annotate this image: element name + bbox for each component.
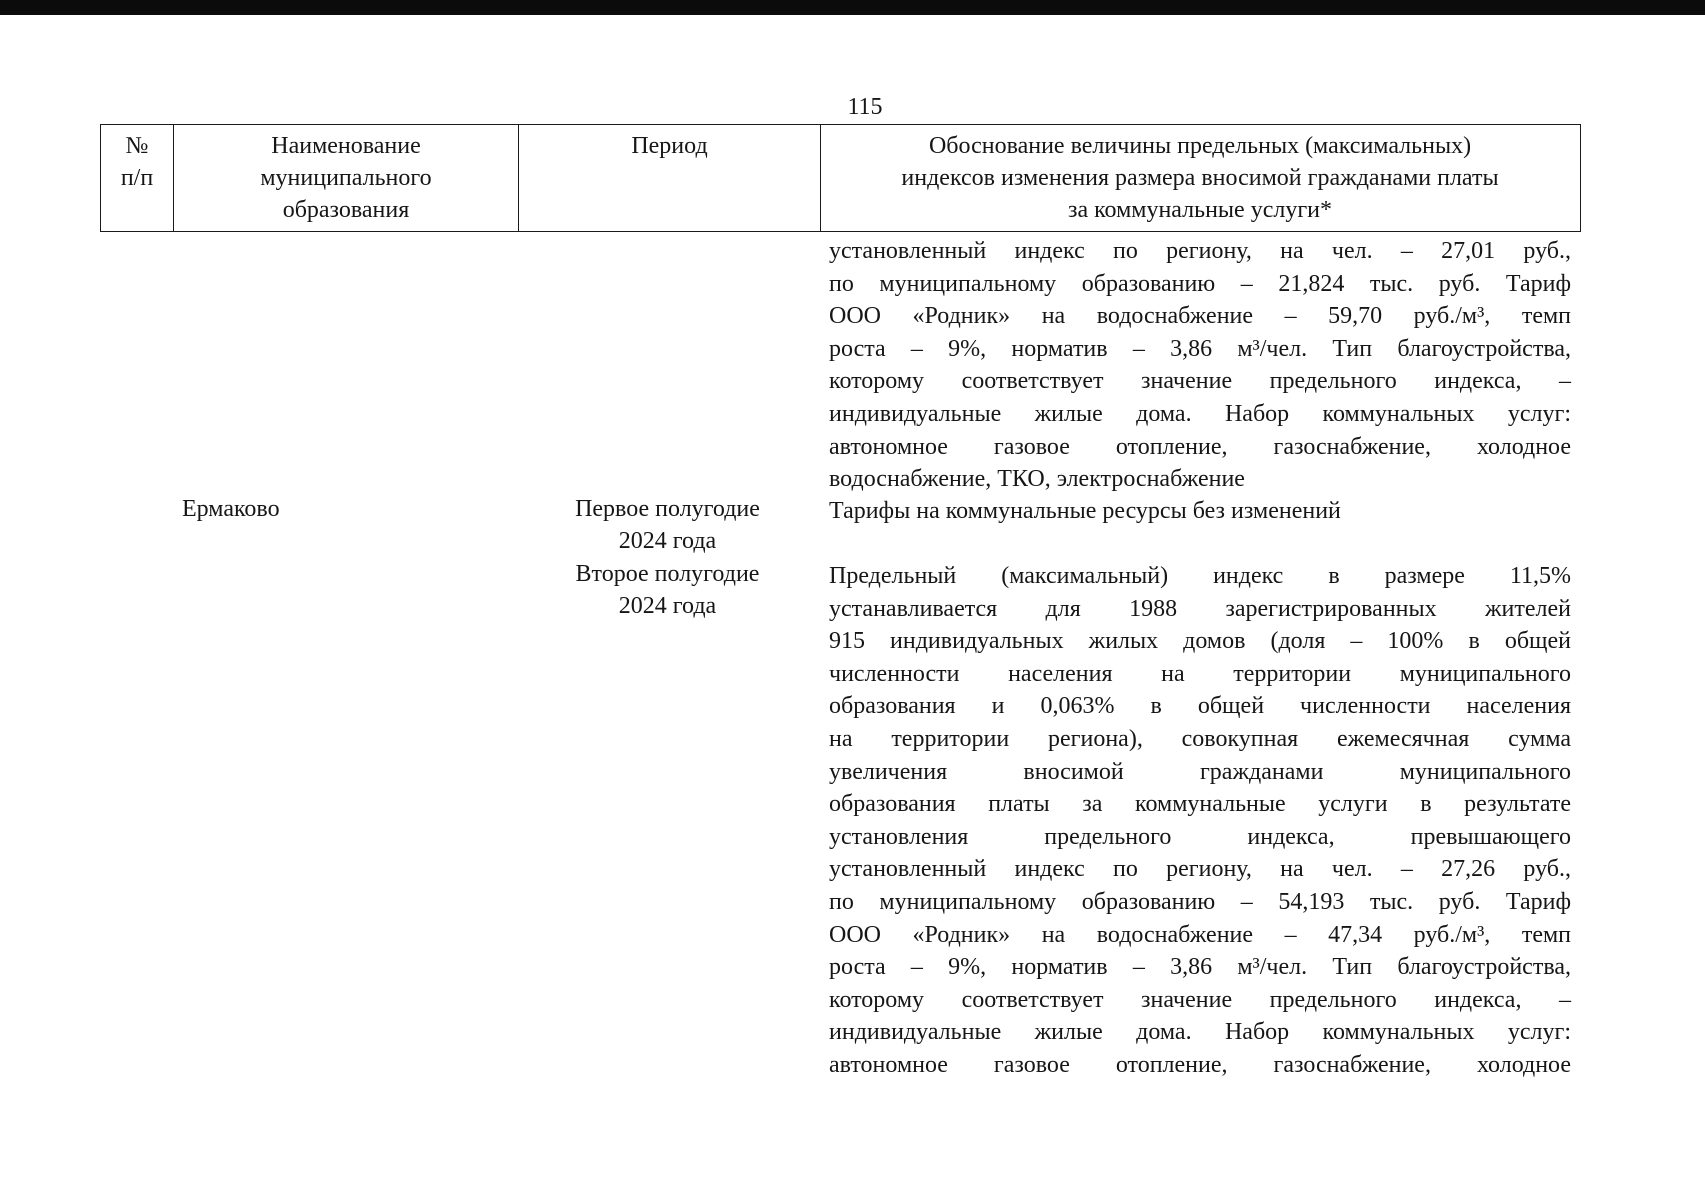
basis-first-half: Тарифы на коммунальные ресурсы без изменений bbox=[829, 498, 1341, 524]
paragraph-line: установленный индекс по региону, на чел. – 27,01 руб., bbox=[829, 238, 1571, 264]
header-basis-line: за коммунальные услуги* bbox=[1067, 197, 1333, 223]
paragraph-line: численности населения на территории муниципального bbox=[829, 660, 1571, 687]
paragraph-line: роста – 9%, норматив – 3,86 м³/чел. Тип благоустройства, bbox=[829, 954, 1571, 981]
paragraph-line: ООО «Родник» на водоснабжение – 47,34 руб./м³, темп bbox=[829, 921, 1571, 948]
period-first-half bbox=[545, 493, 790, 557]
paragraph-line: по муниципальному образованию – 54,193 тыс. руб. Тариф bbox=[829, 888, 1571, 915]
period-line: Первое полугодие bbox=[575, 496, 760, 522]
paragraph-line: индивидуальные жилые дома. Набор коммунальных услуг: bbox=[829, 400, 1571, 427]
header-number-line: п/п bbox=[120, 165, 154, 191]
paragraph-line: образования и 0,063% в общей численности населения bbox=[829, 693, 1571, 720]
period-line: 2024 года bbox=[618, 528, 717, 554]
paragraph-line: установленный индекс по региону, на чел. – 27,26 руб., bbox=[829, 856, 1571, 883]
continuation-paragraph bbox=[829, 235, 1571, 496]
header-basis-cell bbox=[820, 125, 1579, 231]
paragraph-line: ООО «Родник» на водоснабжение – 59,70 руб./м³, темп bbox=[829, 303, 1571, 330]
paragraph-line: установления предельного индекса, превышающего bbox=[829, 823, 1571, 850]
period-second-half bbox=[545, 558, 790, 622]
scan-top-border bbox=[0, 0, 1705, 15]
paragraph-line: образования платы за коммунальные услуги в результате bbox=[829, 791, 1571, 818]
paragraph-line: которому соответствует значение предельного индекса, – bbox=[829, 368, 1571, 395]
header-municipality-line: Наименование bbox=[271, 133, 421, 159]
paragraph-line: увеличения вносимой гражданами муниципального bbox=[829, 758, 1571, 785]
paragraph-line: автономное газовое отопление, газоснабжение, холодное bbox=[829, 1051, 1571, 1078]
page-number: 115 bbox=[847, 94, 883, 120]
header-municipality-line: муниципального bbox=[260, 165, 432, 191]
paragraph-line: которому соответствует значение предельного индекса, – bbox=[829, 986, 1571, 1013]
header-period-line: Период bbox=[631, 133, 708, 159]
period-line: 2024 года bbox=[618, 593, 717, 619]
header-municipality-cell bbox=[173, 125, 518, 231]
table-header bbox=[100, 124, 1581, 232]
paragraph-line: автономное газовое отопление, газоснабжение, холодное bbox=[829, 433, 1571, 460]
paragraph-line: роста – 9%, норматив – 3,86 м³/чел. Тип благоустройства, bbox=[829, 335, 1571, 362]
header-number-cell bbox=[101, 125, 173, 231]
header-municipality-line: образования bbox=[282, 197, 410, 223]
header-basis-line: индексов изменения размера вносимой гражданами платы bbox=[901, 165, 1499, 191]
header-number-line: № bbox=[125, 133, 149, 159]
paragraph-line: по муниципальному образованию – 21,824 тыс. руб. Тариф bbox=[829, 270, 1571, 297]
municipality-name: Ермаково bbox=[182, 496, 280, 522]
paragraph-line: 915 индивидуальных жилых домов (доля – 100% в общей bbox=[829, 628, 1571, 655]
header-basis-line: Обоснование величины предельных (максимальных) bbox=[928, 133, 1472, 159]
paragraph-line: водоснабжение, ТКО, электроснабжение bbox=[829, 466, 1245, 493]
paragraph-line: устанавливается для 1988 зарегистрированных жителей bbox=[829, 595, 1571, 622]
basis-second-half bbox=[829, 560, 1571, 1082]
paragraph-line: Предельный (максимальный) индекс в размере 11,5% bbox=[829, 563, 1571, 589]
header-period-cell bbox=[518, 125, 820, 231]
paragraph-line: на территории региона), совокупная ежемесячная сумма bbox=[829, 725, 1571, 752]
paragraph-line: индивидуальные жилые дома. Набор коммунальных услуг: bbox=[829, 1019, 1571, 1046]
period-line: Второе полугодие bbox=[575, 561, 760, 587]
